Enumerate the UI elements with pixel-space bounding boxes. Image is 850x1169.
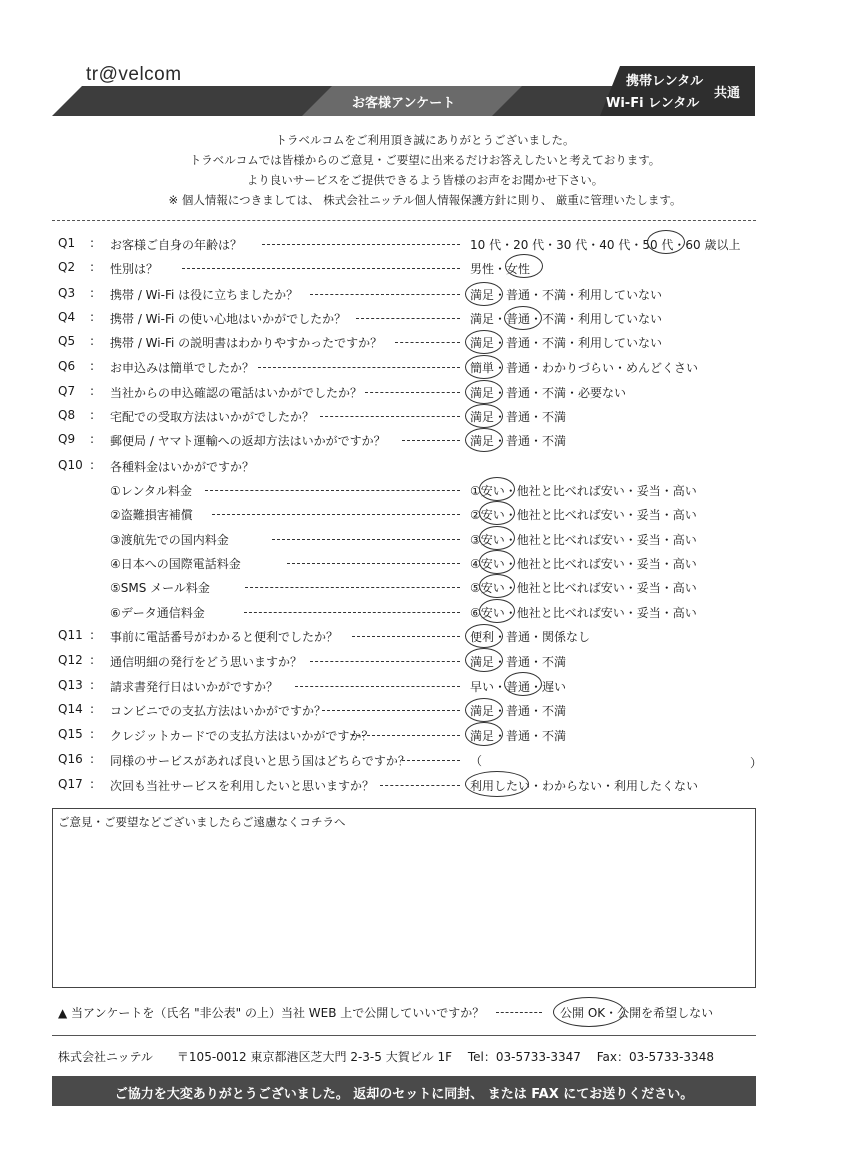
question-colon: : <box>90 359 95 373</box>
dash-leader <box>380 785 460 786</box>
answer-options[interactable]: 10 代・20 代・30 代・40 代・50 代・60 歳以上 <box>470 238 741 252</box>
dash-leader <box>262 244 460 245</box>
answer-options[interactable]: 満足・普通・不満 <box>470 434 567 448</box>
answer-circle-q10-2 <box>479 501 515 525</box>
question-text: コンビニでの支払方法はいかがですか？ <box>110 704 327 718</box>
intro-line: トラベルコムをご利用頂き誠にありがとうございました。 <box>275 133 575 147</box>
question-text: 携帯 / Wi-Fi は役に立ちましたか？ <box>110 288 299 302</box>
question-colon: : <box>90 236 95 250</box>
dash-leader <box>245 587 460 588</box>
question-colon: : <box>90 286 95 300</box>
question-number: Q1 <box>58 236 76 250</box>
question-text: 郵便局 / ヤマト運輸への返却方法はいかがですか？ <box>110 434 386 448</box>
answer-options[interactable]: 利用したい・わからない・利用したくない <box>470 779 699 793</box>
answer-circle-q11 <box>465 624 503 648</box>
question-number: Q9 <box>58 432 76 446</box>
question-colon: : <box>90 384 95 398</box>
question-number: Q12 <box>58 653 83 667</box>
answer-options[interactable]: 満足・普通・不満 <box>470 655 567 669</box>
answer-circle-q10-6 <box>479 599 515 623</box>
question-number: Q15 <box>58 727 83 741</box>
question-text: 携帯 / Wi-Fi の使い心地はいかがでしたか？ <box>110 312 347 326</box>
q10-subitem-label: ③渡航先での国内料金 <box>110 533 229 547</box>
comment-box[interactable] <box>52 808 756 988</box>
answer-circle-q12 <box>465 648 503 672</box>
answer-options[interactable]: ④安い・他社と比べれば安い・妥当・高い <box>470 557 697 571</box>
question-text: 事前に電話番号がわかると便利でしたか？ <box>110 630 339 644</box>
dash-leader <box>352 735 460 736</box>
question-number: Q14 <box>58 702 83 716</box>
q10-subitem-label: ①レンタル料金 <box>110 484 192 498</box>
q10-subitem-label: ②盗難損害補償 <box>110 508 193 522</box>
header-wifi-rental: Wi-Fi レンタル <box>606 96 700 111</box>
publish-answer: 公開 OK・公開を希望しない <box>560 1006 714 1020</box>
dash-leader <box>205 490 460 491</box>
dash-leader <box>365 392 460 393</box>
q10-subitem-label: ⑥データ通信料金 <box>110 606 205 620</box>
travelcom-logo: tr@velcom <box>86 64 182 85</box>
question-number: Q13 <box>58 678 83 692</box>
answer-circle-q8 <box>465 404 503 428</box>
dash-leader <box>272 539 460 540</box>
question-colon: : <box>90 678 95 692</box>
dash-leader <box>402 760 460 761</box>
question-number: Q8 <box>58 408 76 422</box>
question-text: 次回も当社サービスを利用したいと思いますか？ <box>110 779 375 793</box>
question-number: Q5 <box>58 334 76 348</box>
answer-circle-q10-4 <box>479 550 515 574</box>
answer-circle-q10-3 <box>479 526 515 550</box>
answer-circle-q3 <box>465 282 503 306</box>
answer-options[interactable]: ⑥安い・他社と比べれば安い・妥当・高い <box>470 606 697 620</box>
question-colon: : <box>90 653 95 667</box>
question-number: Q4 <box>58 310 76 324</box>
dash-leader <box>395 342 460 343</box>
answer-circle-q4 <box>504 306 542 330</box>
answer-circle-q13 <box>504 672 542 696</box>
header-common: 共通 <box>714 86 741 101</box>
question-number: Q3 <box>58 286 76 300</box>
question-colon: : <box>90 260 95 274</box>
q10-subitem-label: ④日本への国際電話料金 <box>110 557 241 571</box>
question-colon: : <box>90 777 95 791</box>
answer-options[interactable]: 満足・普通・不満 <box>470 704 567 718</box>
q16-close-paren: ） <box>750 756 763 770</box>
answer-options[interactable]: ①安い・他社と比べれば安い・妥当・高い <box>470 484 697 498</box>
answer-circle-q6 <box>465 355 503 379</box>
question-colon: : <box>90 702 95 716</box>
question-number: Q16 <box>58 752 83 766</box>
dash-leader <box>258 367 460 368</box>
question-number: Q2 <box>58 260 76 274</box>
answer-options[interactable]: ⑤安い・他社と比べれば安い・妥当・高い <box>470 581 697 595</box>
survey-title: お客様アンケート <box>352 96 456 111</box>
question-number: Q11 <box>58 628 83 642</box>
answer-circle-q17 <box>465 771 529 797</box>
footer-divider <box>52 1035 756 1036</box>
answer-circle-q7 <box>465 380 503 404</box>
answer-circle-q10-5 <box>479 574 515 598</box>
dash-leader <box>287 563 460 564</box>
question-text: 通信明細の発行をどう思いますか？ <box>110 655 303 669</box>
answer-options[interactable]: 満足・普通・不満 <box>470 410 567 424</box>
dash-leader <box>244 612 460 613</box>
answer-circle-q10-1 <box>479 477 515 501</box>
question-number: Q10 <box>58 458 83 472</box>
question-number: Q7 <box>58 384 76 398</box>
question-colon: : <box>90 458 95 472</box>
section-divider <box>52 220 756 221</box>
answer-options[interactable]: 男性・女性 <box>470 262 531 276</box>
question-colon: : <box>90 432 95 446</box>
answer-circle-q15 <box>465 722 503 746</box>
answer-circle-q1 <box>647 230 685 254</box>
dash-leader <box>310 661 460 662</box>
dash-leader <box>402 440 460 441</box>
answer-options[interactable]: 満足・普通・不満・利用していない <box>470 312 663 326</box>
question-text: クレジットカードでの支払方法はいかがですか？ <box>110 729 374 743</box>
question-text: 同様のサービスがあれば良いと思う国はどちらですか？ <box>110 754 410 768</box>
answer-options[interactable]: （ <box>470 754 483 768</box>
question-text: 各種料金はいかがですか？ <box>110 460 255 474</box>
dash-leader <box>310 294 460 295</box>
question-number: Q6 <box>58 359 76 373</box>
answer-options[interactable]: 満足・普通・不満・利用していない <box>470 336 663 350</box>
publish-question: ▲ 当アンケートを（氏名 "非公表" の上）当社 WEB 上で公開していいですか？ <box>58 1006 485 1020</box>
answer-options[interactable]: 満足・普通・不満・利用していない <box>470 288 663 302</box>
dash-leader <box>320 416 460 417</box>
question-colon: : <box>90 727 95 741</box>
dash-leader <box>356 318 460 319</box>
question-number: Q17 <box>58 777 83 791</box>
question-text: お申込みは簡単でしたか？ <box>110 361 255 375</box>
question-text: お客様ご自身の年齢は？ <box>110 238 243 252</box>
answer-options[interactable]: 早い・普通・遅い <box>470 680 567 694</box>
answer-options[interactable]: 満足・普通・不満 <box>470 729 567 743</box>
header-mobile-rental: 携帯レンタル <box>626 74 704 89</box>
company-contact: 株式会社ニッテル 〒105-0012 東京都港区芝大門 2-3-5 大賀ビル 1F Tel：03-5733-3347 Fax：03-5733-3348 <box>58 1050 714 1064</box>
question-text: 携帯 / Wi-Fi の説明書はわかりやすかったですか？ <box>110 336 383 350</box>
dash-leader <box>182 268 460 269</box>
q10-subitem-label: ⑤SMS メール料金 <box>110 581 210 595</box>
question-text: 当社からの申込確認の電話はいかがでしたか？ <box>110 386 363 400</box>
intro-privacy-note: ※ 個人情報につきましては、 株式会社ニッテル個人情報保護方針に則り、 厳重に管理いたします。 <box>168 193 682 207</box>
publish-dash-leader <box>496 1012 542 1013</box>
answer-circle-q14 <box>465 698 503 722</box>
question-colon: : <box>90 628 95 642</box>
question-colon: : <box>90 752 95 766</box>
question-text: 宅配での受取方法はいかがでしたか？ <box>110 410 315 424</box>
question-colon: : <box>90 408 95 422</box>
answer-circle-q5 <box>465 330 503 354</box>
answer-options[interactable]: 簡単・普通・わかりづらい・めんどくさい <box>470 361 699 375</box>
footer-message: ご協力を大変ありがとうございました。 返却のセットに同封、 または FAX にてお送りください。 <box>114 1087 694 1102</box>
answer-circle-publish <box>553 997 625 1027</box>
dash-leader <box>295 686 460 687</box>
answer-options[interactable]: ②安い・他社と比べれば安い・妥当・高い <box>470 508 697 522</box>
answer-circle-q9 <box>465 428 503 452</box>
answer-circle-q2 <box>505 254 543 278</box>
question-colon: : <box>90 334 95 348</box>
intro-line: より良いサービスをご提供できるよう皆様のお声をお聞かせ下さい。 <box>246 173 604 187</box>
question-text: 性別は？ <box>110 262 159 276</box>
comment-label: ご意見・ご要望などございましたらご遠慮なくコチラへ <box>58 815 346 829</box>
answer-options[interactable]: 満足・普通・不満・必要ない <box>470 386 627 400</box>
dash-leader <box>352 636 460 637</box>
question-colon: : <box>90 310 95 324</box>
answer-options[interactable]: ③安い・他社と比べれば安い・妥当・高い <box>470 533 697 547</box>
question-text: 請求書発行日はいかがですか？ <box>110 680 279 694</box>
dash-leader <box>322 710 460 711</box>
dash-leader <box>212 514 460 515</box>
intro-line: トラベルコムでは皆様からのご意見・ご要望に出来るだけお答えしたいと考えております。 <box>189 153 661 167</box>
answer-options[interactable]: 便利・普通・関係なし <box>470 630 591 644</box>
